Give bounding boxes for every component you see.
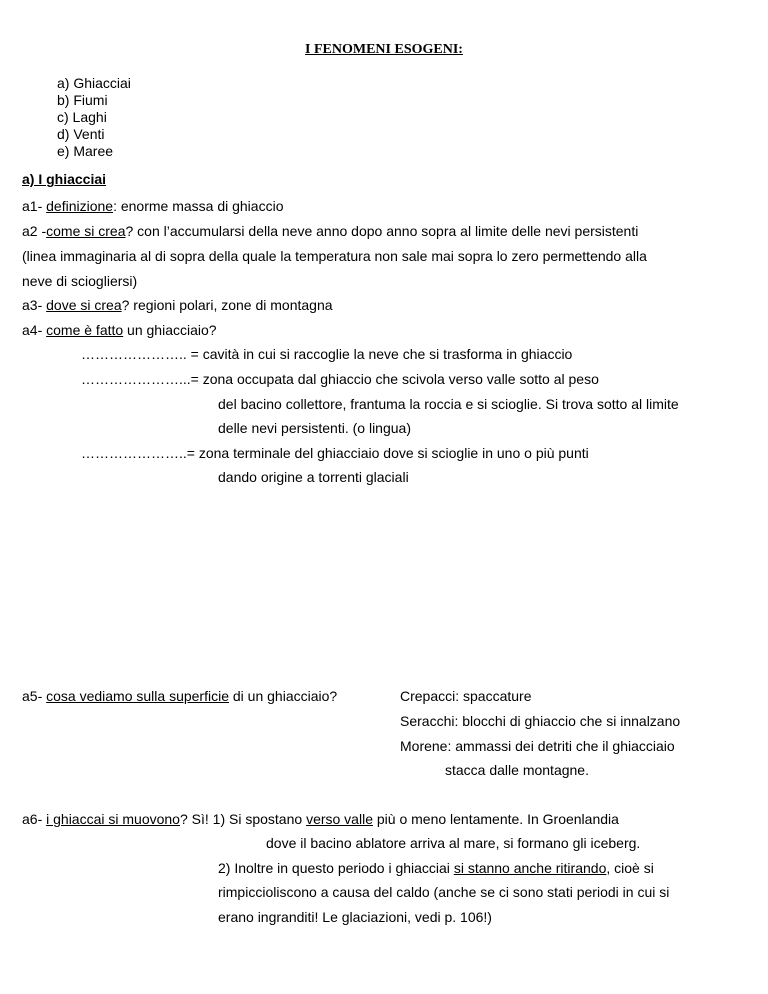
a5-answer-cont: stacca dalle montagne. <box>445 762 589 778</box>
a4-item-2-cont: del bacino collettore, frantuma la roccia e si scioglie. Si trova sotto al limite <box>218 396 679 412</box>
a4-item-2-cont: delle nevi persistenti. (o lingua) <box>218 420 411 436</box>
list-item: d) Venti <box>57 126 105 142</box>
a6-point-2-cont: rimpiccioliscono a causa del caldo (anche se ci sono stati periodi in cui si <box>218 884 670 900</box>
section-heading: a) I ghiacciai <box>22 171 107 187</box>
question-a4: a4- come è fatto un ghiacciaio? <box>22 322 217 338</box>
question-a5: a5- cosa vediamo sulla superficie di un ghiacciaio? <box>22 688 338 704</box>
list-item: b) Fiumi <box>57 92 108 108</box>
a4-item-1: ………………….. = cavità in cui si raccoglie la neve che si trasforma in ghiaccio <box>81 346 573 362</box>
a4-item-3: …………………..= zona terminale del ghiacciaio dove si scioglie in uno o più punti <box>81 445 589 461</box>
question-a6: a6- i ghiaccai si muovono? Sì! 1) Si spostano verso valle più o meno lentamente. In Groenlandia <box>22 811 619 827</box>
list-item: e) Maree <box>57 143 114 159</box>
a6-line2: dove il bacino ablatore arriva al mare, si formano gli iceberg. <box>266 835 641 851</box>
a5-answer: Crepacci: spaccature <box>400 688 532 704</box>
a6-point-2: 2) Inoltre in questo periodo i ghiacciai si stanno anche ritirando, cioè si <box>218 860 654 876</box>
page-title: I FENOMENI ESOGENI: <box>305 42 463 57</box>
a4-item-3-cont: dando origine a torrenti glaciali <box>218 469 409 485</box>
topic-list <box>57 75 131 160</box>
a5-answer: Seracchi: blocchi di ghiaccio che si innalzano <box>400 713 681 729</box>
question-a1: a1- definizione: enorme massa di ghiaccio <box>22 198 284 214</box>
question-a2-line3: neve di sciogliersi) <box>22 273 138 289</box>
list-item: c) Laghi <box>57 109 107 125</box>
question-a3: a3- dove si crea? regioni polari, zone di montagna <box>22 297 333 313</box>
a4-item-2: …………………...= zona occupata dal ghiaccio che scivola verso valle sotto al peso <box>81 371 599 387</box>
list-item: a) Ghiacciai <box>57 75 131 91</box>
a5-answer: Morene: ammassi dei detriti che il ghiacciaio <box>400 738 675 754</box>
question-a2: a2 -come si crea? con l’accumularsi della neve anno dopo anno sopra al limite delle nevi persistenti <box>22 223 639 239</box>
a6-point-2-cont: erano ingranditi! Le glaciazioni, vedi p. 106!) <box>218 909 492 925</box>
question-a2-line2: (linea immaginaria al di sopra della quale la temperatura non sale mai sopra lo zero permettendo alla <box>22 248 647 264</box>
